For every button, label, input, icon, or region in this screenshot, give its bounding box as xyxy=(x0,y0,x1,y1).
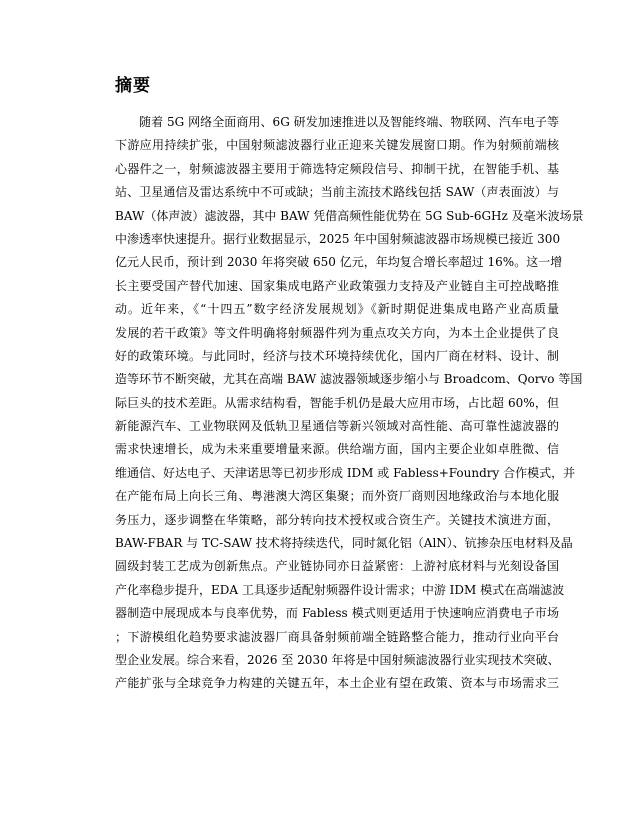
paragraph-line: 务压力，逐步调整在华策略，部分转向技术授权或合资生产。关键技术演进方面， xyxy=(115,512,559,527)
paragraph-line: 维通信、好达电子、天津诺思等已初步形成 IDM 或 Fabless+Foundry 合作模式，并 xyxy=(115,465,576,480)
section-heading: 摘要 xyxy=(115,76,151,96)
paragraph-line: 长主要受国产替代加速、国家集成电路产业政策强力支持及产业链自主可控战略推 xyxy=(115,278,559,293)
paragraph-line: ；下游模组化趋势要求滤波器厂商具备射频前端全链路整合能力，推动行业向平台 xyxy=(115,629,559,644)
paragraph-line: 好的政策环境。与此同时，经济与技术环境持续优化，国内厂商在材料、设计、制 xyxy=(115,348,559,363)
paragraph-line: 需求快速增长，成为未来重要增量来源。供给端方面，国内主要企业如卓胜微、信 xyxy=(115,442,559,457)
paragraph-line: 动。近年来，《“十四五”数字经济发展规划》《新时期促进集成电路产业高质量 xyxy=(115,302,559,317)
paragraph-line: 型企业发展。综合来看，2026 至 2030 年将是中国射频滤波器行业实现技术突破、 xyxy=(115,652,560,667)
paragraph-line: 际巨头的技术差距。从需求结构看，智能手机仍是最大应用市场，占比超 60%，但 xyxy=(115,395,559,410)
paragraph-line: 产能扩张与全球竞争力构建的关键五年，本土企业有望在政策、资本与市场需求三 xyxy=(115,676,559,691)
paragraph-line: 中渗透率快速提升。据行业数据显示，2025 年中国射频滤波器市场规模已接近 300 xyxy=(115,231,561,246)
paragraph-line: 站、卫星通信及雷达系统中不可或缺；当前主流技术路线包括 SAW（声表面波）与 xyxy=(115,185,559,200)
abstract-body xyxy=(115,111,584,696)
paragraph-line: 发展的若干政策》等文件明确将射频器件列为重点攻关方向，为本土企业提供了良 xyxy=(115,325,559,340)
paragraph-line: 在产能布局上向长三角、粤港澳大湾区集聚；而外资厂商则因地缘政治与本地化服 xyxy=(115,489,559,504)
paragraph-line: BAW（体声波）滤波器，其中 BAW 凭借高频性能优势在 5G Sub-6GHz 及毫米波场景 xyxy=(115,208,584,223)
paragraph-line: BAW-FBAR 与 TC-SAW 技术将持续迭代，同时氮化铝（AlN）、钪掺杂压电材料及晶 xyxy=(115,536,573,551)
paragraph-line: 下游应用持续扩张，中国射频滤波器行业正迎来关键发展窗口期。作为射频前端核 xyxy=(115,138,559,153)
paragraph-line: 产化率稳步提升，EDA 工具逐步适配射频器件设计需求；中游 IDM 模式在高端滤波 xyxy=(115,582,565,597)
paragraph-line: 亿元人民币，预计到 2030 年将突破 650 亿元，年均复合增长率超过 16%。这一增 xyxy=(115,255,563,270)
paragraph-line: 器制造中展现成本与良率优势，而 Fabless 模式则更适用于快速响应消费电子市场 xyxy=(115,606,559,621)
paragraph-line: 心器件之一，射频滤波器主要用于筛选特定频段信号、抑制干扰，在智能手机、基 xyxy=(115,161,559,176)
paragraph-line: 新能源汽车、工业物联网及低轨卫星通信等新兴领域对高性能、高可靠性滤波器的 xyxy=(115,419,559,434)
paragraph-line: 随着 5G 网络全面商用、6G 研发加速推进以及智能终端、物联网、汽车电子等 xyxy=(139,115,559,129)
paragraph-line: 圆级封装工艺成为创新焦点。产业链协同亦日益紧密：上游衬底材料与光刻设备国 xyxy=(115,559,559,574)
paragraph-line: 造等环节不断突破，尤其在高端 BAW 滤波器领域逐步缩小与 Broadcom、Qorvo 等国 xyxy=(115,372,583,387)
